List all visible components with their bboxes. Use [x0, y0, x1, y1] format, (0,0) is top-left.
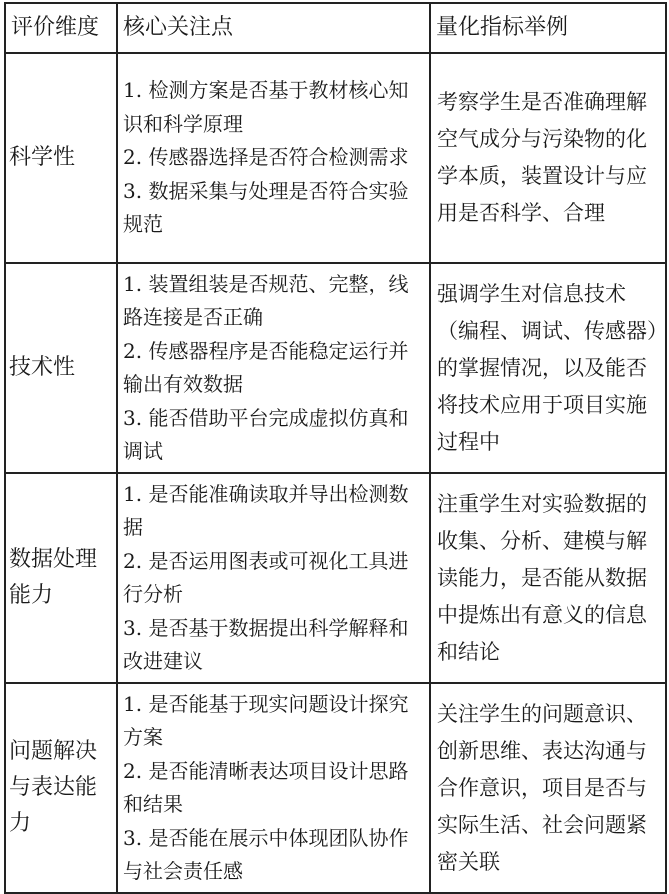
core-point-item: 2. 传感器选择是否符合检测需求 [123, 145, 409, 170]
core-point-item: 2. 是否能清晰表达项目设计思路和结果 [123, 758, 409, 816]
core-point-item: 1. 是否能基于现实问题设计探究方案 [123, 691, 409, 749]
core-point-item: 2. 传感器程序是否能稳定运行并输出有效数据 [123, 338, 409, 396]
core-point-item: 3. 数据采集与处理是否符合实验规范 [123, 178, 409, 237]
core-points-cell [117, 53, 430, 263]
table-header-row [5, 3, 666, 53]
metric-cell: 考察学生是否准确理解空气成分与污染物的化学本质，装置设计与应用是否科学、合理 [430, 53, 666, 263]
dimension-cell: 问题解决与表达能力 [5, 683, 117, 893]
core-point-item: 1. 检测方案是否基于教材核心知识和科学原理 [123, 78, 409, 136]
table-row [5, 263, 666, 473]
header-core-points: 核心关注点 [117, 3, 430, 53]
core-point-item: 3. 是否能在展示中体现团队协作与社会责任感 [123, 825, 409, 883]
core-points-cell [117, 683, 430, 893]
table-row [5, 53, 666, 263]
metric-cell: 关注学生的问题意识、创新思维、表达沟通与合作意识，项目是否与实际生活、社会问题紧密关联 [430, 683, 666, 893]
header-metric-examples: 量化指标举例 [430, 3, 666, 53]
core-point-item: 3. 是否基于数据提出科学解释和改进建议 [123, 615, 409, 673]
core-point-item: 1. 是否能准确读取并导出检测数据 [123, 481, 409, 539]
core-point-item: 2. 是否运用图表或可视化工具进行分析 [123, 548, 409, 606]
metric-cell: 注重学生对实验数据的收集、分析、建模与解读能力，是否能从数据中提炼出有意义的信息和结论 [430, 473, 666, 683]
dimension-cell: 科学性 [5, 53, 117, 263]
dimension-cell: 数据处理能力 [5, 473, 117, 683]
header-dimension: 评价维度 [5, 3, 117, 53]
evaluation-table [4, 2, 667, 894]
metric-cell: 强调学生对信息技术（编程、调试、传感器）的掌握情况，以及能否将技术应用于项目实施过程中 [430, 263, 666, 473]
core-points-cell [117, 263, 430, 473]
core-points-cell [117, 473, 430, 683]
core-point-item: 1. 装置组装是否规范、完整，线路连接是否正确 [123, 271, 409, 329]
table-row [5, 683, 666, 893]
core-point-item: 3. 能否借助平台完成虚拟仿真和调试 [123, 405, 409, 463]
dimension-cell: 技术性 [5, 263, 117, 473]
table-row [5, 473, 666, 683]
